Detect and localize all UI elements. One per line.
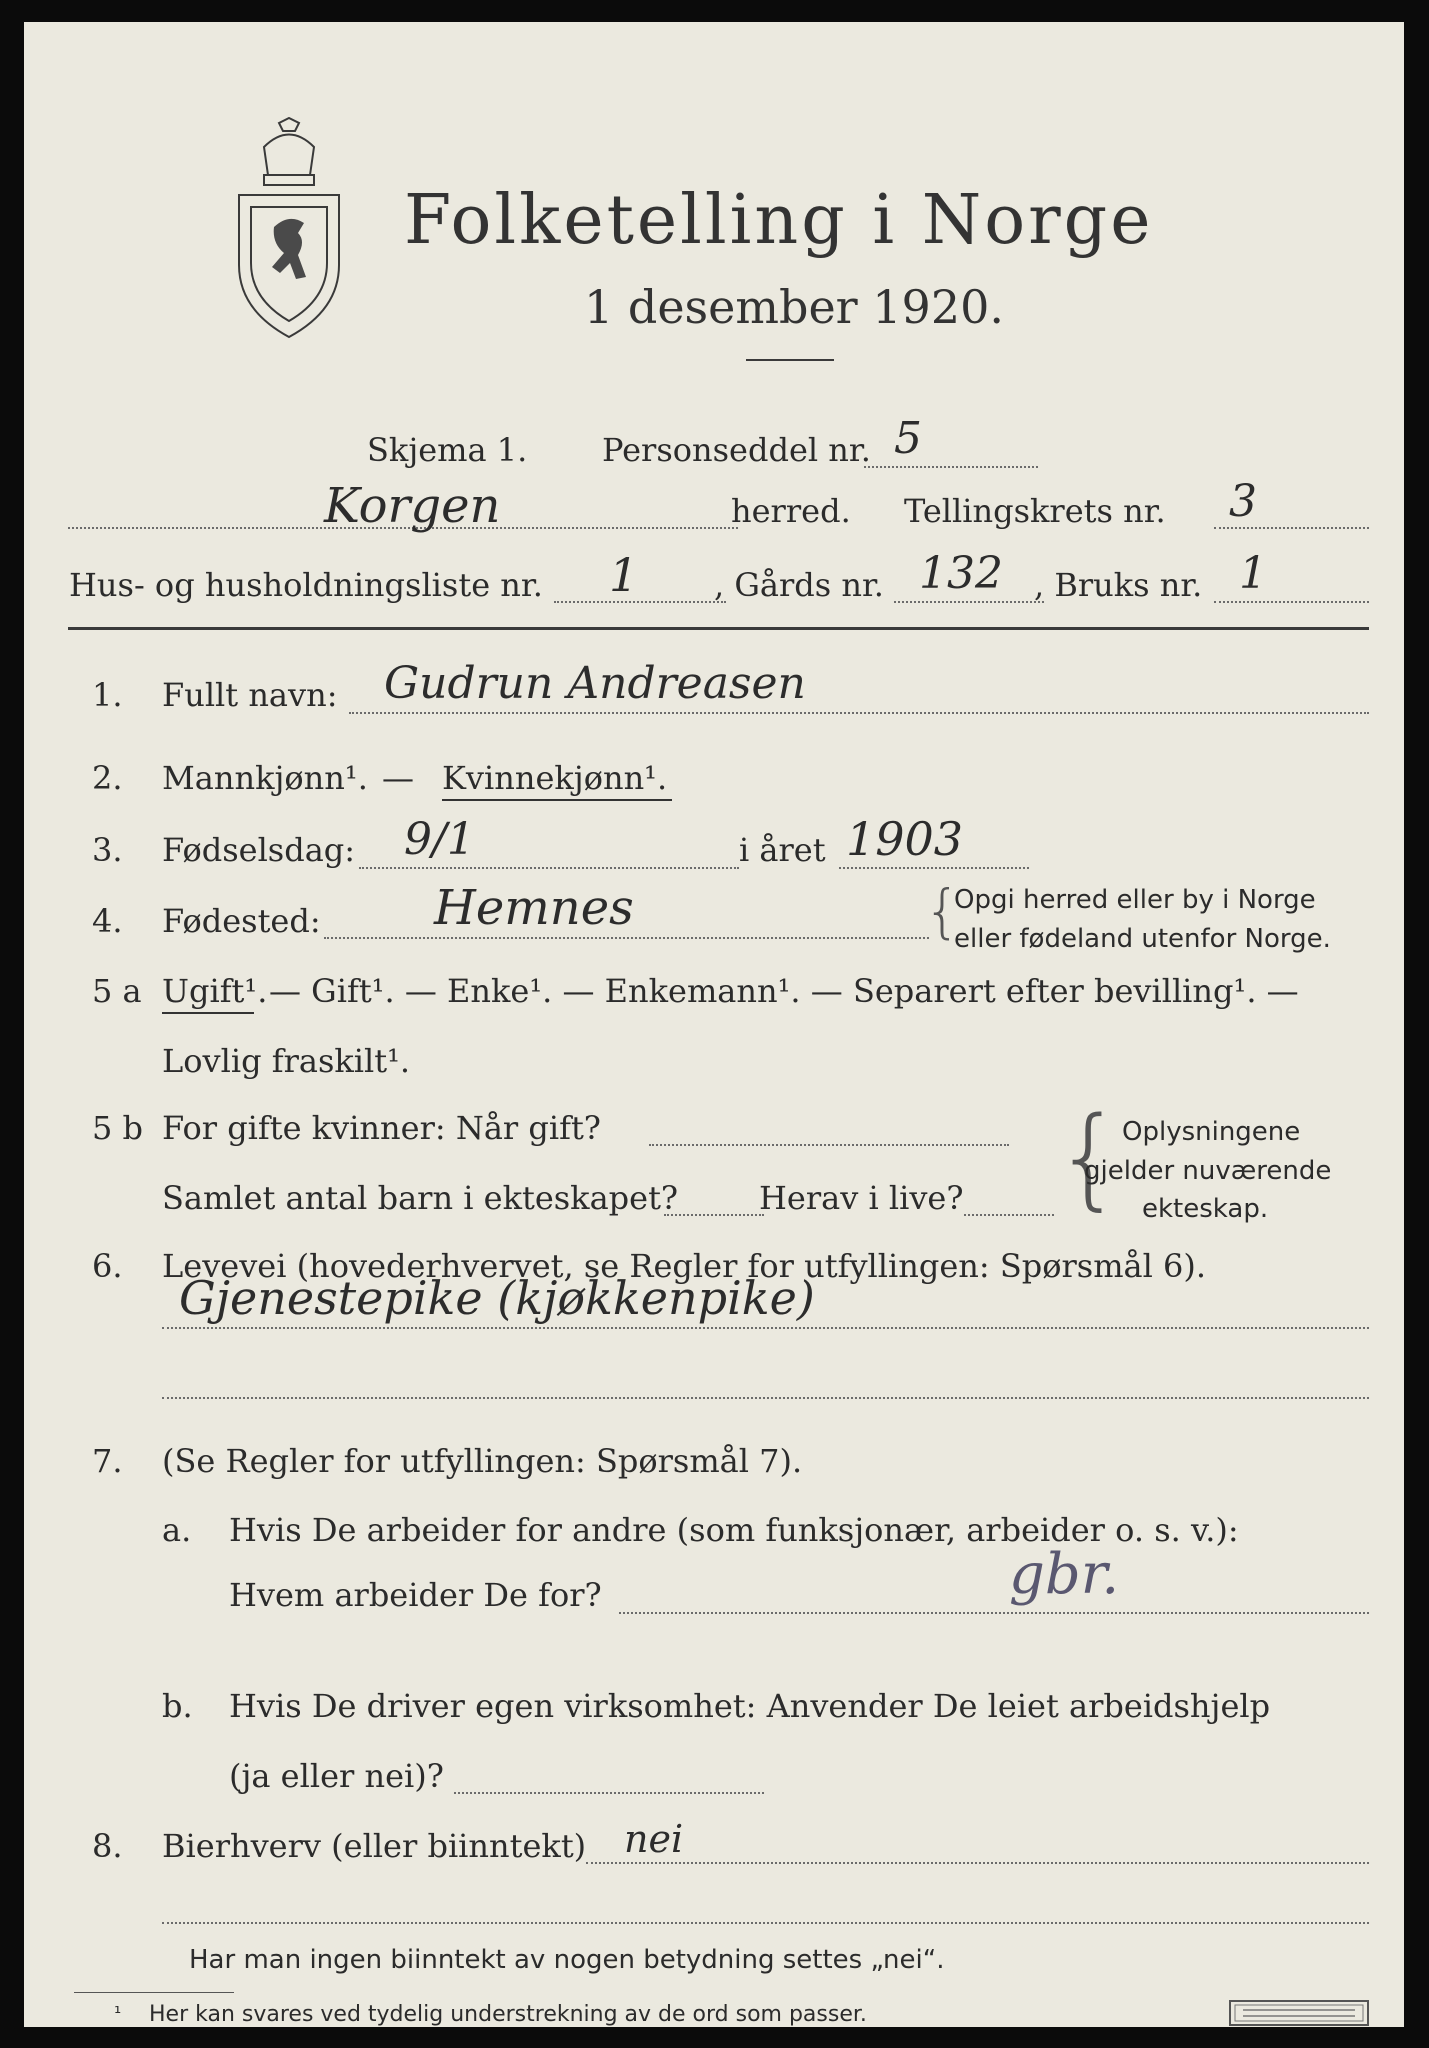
q5a-ugift-underline: [162, 1012, 254, 1014]
q3-value: 9/1: [404, 814, 475, 865]
footnote-text: Her kan svares ved tydelig understrekning av de ord som passer.: [149, 2002, 867, 2027]
q5a-number: 5 a: [92, 972, 142, 1010]
husliste-line: [554, 601, 726, 603]
bruks-line: [1214, 601, 1369, 603]
tellingskrets-line: [1214, 527, 1369, 529]
q7b-sub: (ja eller nei)?: [229, 1757, 444, 1795]
gards-line: [894, 601, 1044, 603]
q1-value: Gudrun Andreasen: [384, 658, 806, 709]
q4-value: Hemnes: [434, 880, 634, 936]
q5a-ugift: Ugift¹.: [162, 972, 268, 1010]
q3-label: Fødselsdag:: [162, 831, 356, 869]
q1-label: Fullt navn:: [162, 676, 338, 714]
q3-year-value: 1903: [846, 812, 964, 866]
bruks-label: , Bruks nr.: [1034, 566, 1203, 604]
footnote-mark: ¹: [114, 2003, 122, 2024]
q3-number: 3.: [92, 831, 123, 869]
q5b-children-line: [664, 1214, 764, 1216]
q6-number: 6.: [92, 1247, 123, 1285]
q1-line: [349, 712, 1369, 714]
q8-value: nei: [624, 1817, 684, 1861]
q2-male: Mannkjønn¹.: [162, 759, 368, 797]
footer-note: Har man ingen biinntekt av nogen betydning settes „nei“.: [189, 1945, 945, 1975]
q3-line: [359, 867, 739, 869]
q7a-letter: a.: [162, 1511, 192, 1549]
q8-line: [586, 1862, 1369, 1864]
q7b-line: [454, 1792, 764, 1794]
q4-brace: {: [924, 877, 961, 945]
q7a-value: gbr.: [1009, 1542, 1120, 1607]
q5b-label: For gifte kvinner: Når gift?: [162, 1109, 601, 1147]
q6-label: Levevei (hovederhvervet, se Regler for utfyllingen: Spørsmål 6).: [162, 1247, 1207, 1285]
q1-number: 1.: [92, 676, 123, 714]
q7b-label: Hvis De driver egen virksomhet: Anvender De leiet arbeidshjelp: [229, 1687, 1271, 1725]
q5a-line2: Lovlig fraskilt¹.: [162, 1042, 411, 1080]
q8-number: 8.: [92, 1827, 123, 1865]
q4-label: Fødested:: [162, 902, 321, 940]
q5b-note-1: Oplysningene: [1122, 1117, 1301, 1147]
header-divider: [68, 627, 1369, 630]
q8-label: Bierhverv (eller biinntekt): [162, 1827, 587, 1865]
q2-dash: —: [382, 759, 414, 797]
q3-year-line: [839, 867, 1029, 869]
q5b-married-line: [649, 1144, 1009, 1146]
title-divider: [746, 359, 834, 361]
form-title: Folketelling i Norge: [404, 181, 1154, 260]
census-form-page: [24, 22, 1404, 2027]
tellingskrets-label: Tellingskrets nr.: [904, 492, 1166, 530]
census-date: 1 desember 1920.: [584, 280, 1004, 334]
q4-note-1: Opgi herred eller by i Norge: [954, 885, 1316, 915]
q6-line-1: [162, 1327, 1369, 1329]
q5b-alive-line: [964, 1214, 1054, 1216]
personseddel-value: 5: [894, 413, 922, 464]
husliste-value: 1: [609, 548, 639, 602]
q5b-children-label: Samlet antal barn i ekteskapet?: [162, 1179, 679, 1217]
personseddel-label: Personseddel nr.: [602, 431, 871, 469]
personseddel-line: [864, 466, 1038, 468]
gards-label: , Gårds nr.: [714, 566, 884, 604]
q7a-sub: Hvem arbeider De for?: [229, 1576, 602, 1614]
q2-number: 2.: [92, 759, 123, 797]
norwegian-coat-of-arms-icon: [229, 117, 349, 342]
q7-number: 7.: [92, 1442, 123, 1480]
q5a-options: — Gift¹. — Enke¹. — Enkemann¹. — Separert efter bevilling¹. —: [269, 972, 1299, 1010]
gards-value: 132: [919, 548, 1003, 599]
q4-number: 4.: [92, 902, 123, 940]
skjema-label: Skjema 1.: [367, 431, 528, 469]
q2-female: Kvinnekjønn¹.: [442, 759, 668, 797]
q7a-line: [619, 1612, 1369, 1614]
q6-line-2: [162, 1397, 1369, 1399]
q5b-brace: {: [1054, 1093, 1124, 1221]
printer-stamp-icon: [1229, 2000, 1369, 2026]
tellingskrets-value: 3: [1229, 476, 1257, 527]
q7-label: (Se Regler for utfyllingen: Spørsmål 7).: [162, 1442, 803, 1480]
q7a-label: Hvis De arbeider for andre (som funksjonær, arbeider o. s. v.):: [229, 1511, 1239, 1549]
q4-line: [324, 937, 929, 939]
q6-value: Gjenestepike (kjøkkenpike): [179, 1271, 815, 1325]
q4-note-2: eller fødeland utenfor Norge.: [954, 924, 1331, 954]
q5b-alive-label: Herav i live?: [759, 1179, 964, 1217]
footnote-divider: [74, 1992, 234, 1993]
q5b-number: 5 b: [92, 1109, 144, 1147]
bruks-value: 1: [1239, 548, 1267, 599]
q7b-letter: b.: [162, 1687, 193, 1725]
husliste-label: Hus- og husholdningsliste nr.: [69, 566, 543, 604]
herred-label: herred.: [731, 492, 851, 530]
q2-female-underline: [442, 799, 672, 801]
herred-value: Korgen: [324, 478, 501, 534]
q8-line-2: [162, 1922, 1369, 1924]
q3-year-label: i året: [739, 831, 826, 869]
q5b-note-2: gjelder nuværende: [1084, 1156, 1332, 1186]
q5b-note-3: ekteskap.: [1142, 1194, 1269, 1224]
